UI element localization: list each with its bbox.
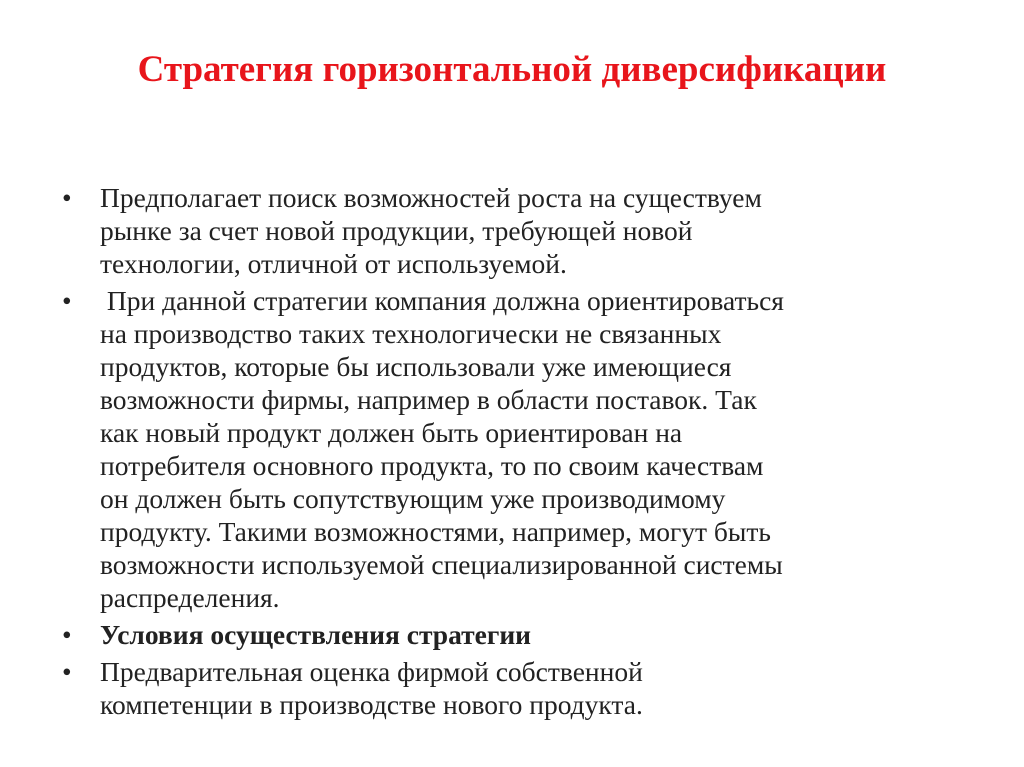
bullet-text xyxy=(100,181,962,280)
bullet-line: потребителя основного продукта, то по своим качествам xyxy=(100,450,764,481)
bullet-line: технологии, отличной от используемой. xyxy=(100,248,567,279)
bullet-icon: • xyxy=(62,619,72,650)
bullet-line: продуктов, которые бы использовали уже имеющиеся xyxy=(100,351,732,382)
bullet-item-1 xyxy=(62,181,962,280)
bullet-line: Предварительная оценка фирмой собственной xyxy=(100,656,643,687)
bullet-text xyxy=(100,655,962,721)
bullet-list xyxy=(62,181,962,725)
bullet-icon: • xyxy=(62,182,72,213)
bullet-text xyxy=(100,618,962,651)
bullet-line: он должен быть сопутствующим уже производимому xyxy=(100,483,726,514)
bullet-line: на производство таких технологически не связанных xyxy=(100,318,722,349)
bullet-line: распределения. xyxy=(100,582,280,613)
bullet-line: При данной стратегии компания должна ориентироваться xyxy=(100,285,784,316)
bullet-line: Условия осуществления стратегии xyxy=(100,619,532,650)
bullet-line: рынке за счет новой продукции, требующей новой xyxy=(100,215,693,246)
bullet-icon: • xyxy=(62,656,72,687)
bullet-item-4 xyxy=(62,655,962,721)
bullet-item-3 xyxy=(62,618,962,651)
bullet-line: Предполагает поиск возможностей роста на существуем xyxy=(100,182,762,213)
bullet-line: как новый продукт должен быть ориентирован на xyxy=(100,417,683,448)
bullet-line: продукту. Такими возможностями, например, могут быть xyxy=(100,516,771,547)
bullet-line: возможности фирмы, например в области поставок. Так xyxy=(100,384,757,415)
bullet-item-2 xyxy=(62,284,962,614)
bullet-line: компетенции в производстве нового продукта. xyxy=(100,689,643,720)
slide-title: Стратегия горизонтальной диверсификации xyxy=(137,49,887,90)
bullet-icon: • xyxy=(62,285,72,316)
bullet-line: возможности используемой специализированной системы xyxy=(100,549,783,580)
bullet-text xyxy=(100,284,962,614)
